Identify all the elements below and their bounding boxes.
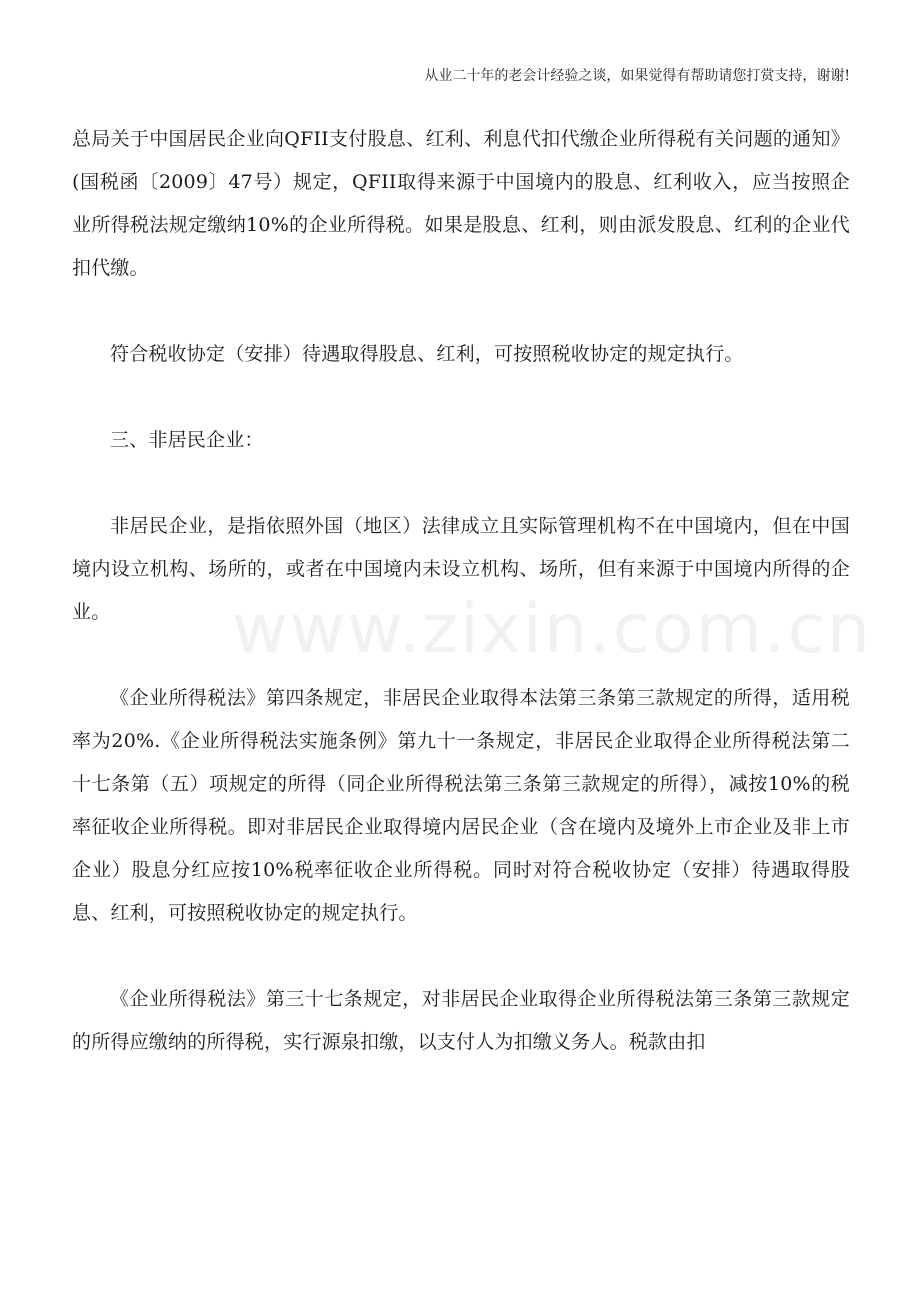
paragraph-gap xyxy=(72,935,850,978)
section-heading-nonresident: 三、非居民企业： xyxy=(110,429,264,451)
paragraph-gap xyxy=(72,462,850,505)
paragraph-article-thirty-seven: 《企业所得税法》第三十七条规定，对非居民企业取得企业所得税法第三条第三款规定的所得应缴纳的所得税，实行源泉扣缴，以支付人为扣缴义务人。税款由扣 xyxy=(72,988,850,1053)
paragraph-treaty: 符合税收协定（安排）待遇取得股息、红利，可按照税收协定的规定执行。 xyxy=(110,343,744,365)
paragraph-gap xyxy=(72,290,850,333)
paragraph-article-four: 《企业所得税法》第四条规定，非居民企业取得本法第三条第三款规定的所得，适用税率为20%.《企业所得税法实施条例》第九十一条规定，非居民企业取得企业所得税法第二十七条第（五）项规定的所得（同企业所得税法第三条第三款规定的所得），减按10%的税率征收企业所得税。即对非居民企业取得境内居民企业（含在境内及境外上市企业及非上市企业）股息分红应按10%税率征收企业所得税。同时对符合税收协定（安排）待遇取得股息、红利，可按照税收协定的规定执行。 xyxy=(72,687,850,924)
paragraph-gap xyxy=(72,376,850,419)
paragraph-nonresident-definition: 非居民企业，是指依照外国（地区）法律成立且实际管理机构不在中国境内，但在中国境内设立机构、场所的，或者在中国境内未设立机构、场所，但有来源于中国境内所得的企业。 xyxy=(72,515,850,623)
watermark: www.zixin.com.cn xyxy=(232,590,872,669)
document-body xyxy=(72,118,850,1064)
paragraph-qfii-notice: 总局关于中国居民企业向QFII支付股息、红利、利息代扣代缴企业所得税有关问题的通知》(国税函〔2009〕47号）规定，QFII取得来源于中国境内的股息、红利收入，应当按照企业所得税法规定缴纳10%的企业所得税。如果是股息、红利，则由派发股息、红利的企业代扣代缴。 xyxy=(72,128,850,279)
paragraph-gap xyxy=(72,634,850,677)
header-note: 从业二十年的老会计经验之谈，如果觉得有帮助请您打赏支持，谢谢! xyxy=(424,68,850,84)
